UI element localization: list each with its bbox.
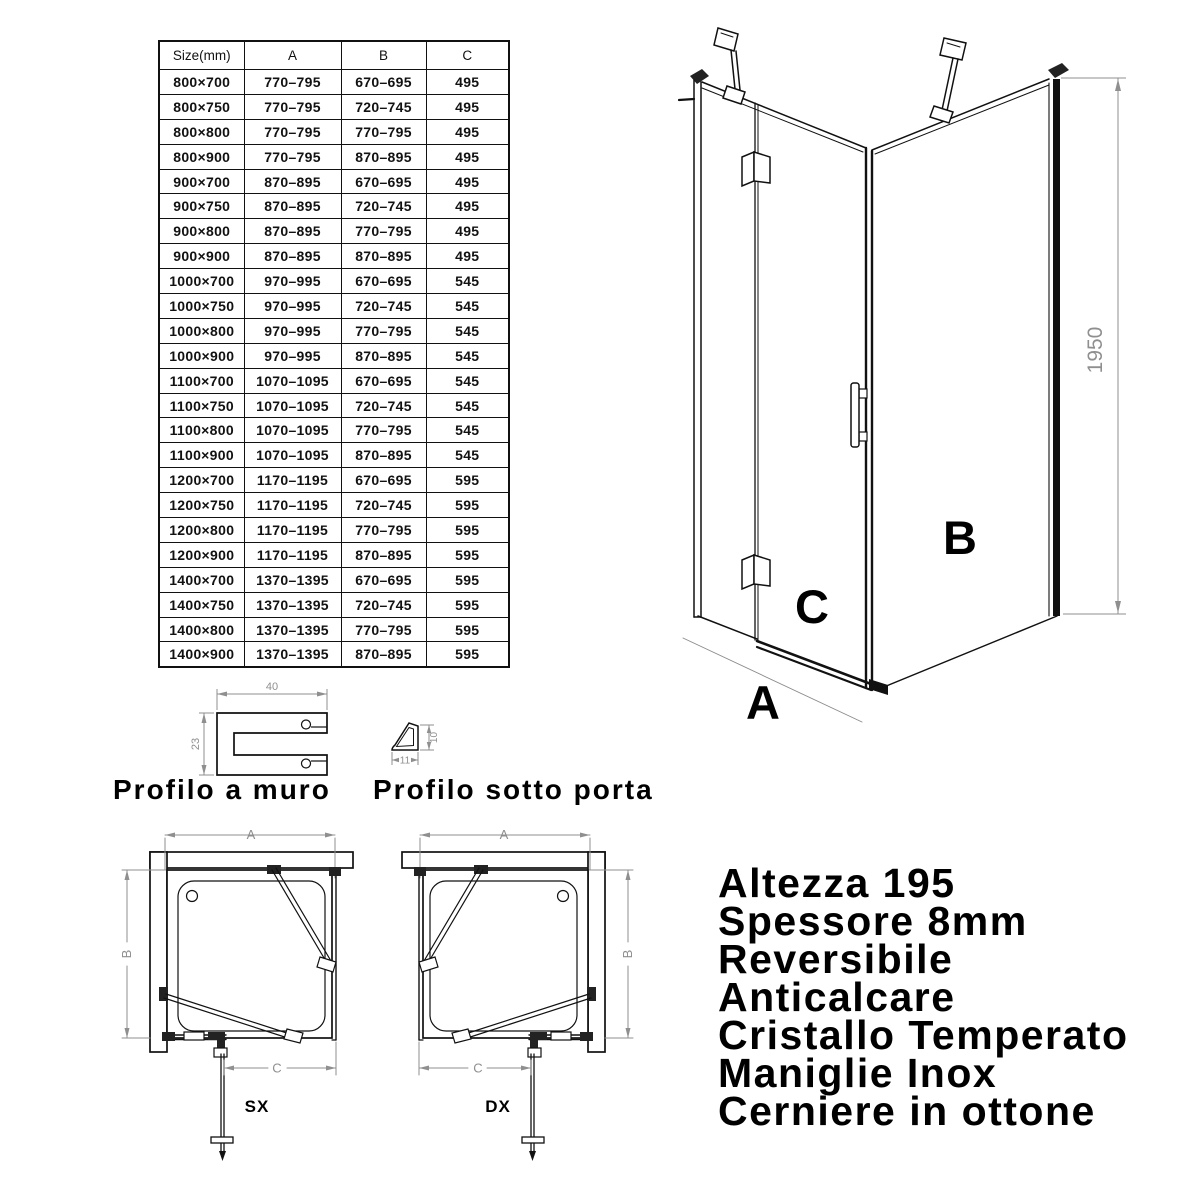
table-row [159, 418, 509, 443]
plan-views [100, 820, 700, 1200]
wall-bracket-tick [679, 99, 694, 100]
spec-list [718, 860, 1196, 1134]
wall-profile-label: Profilo a muro [113, 774, 331, 805]
spec-line: Spessore 8mm [718, 898, 1028, 944]
value-cell: 495 [426, 94, 509, 119]
wall-profile-width-dim: 40 [265, 681, 279, 693]
table-row [159, 70, 509, 95]
value-cell: 970–995 [244, 318, 341, 343]
table-row [159, 94, 509, 119]
value-cell: 495 [426, 119, 509, 144]
value-cell: 670–695 [341, 468, 426, 493]
value-cell: 770–795 [341, 219, 426, 244]
wall-profile-cap-right [1048, 63, 1069, 78]
value-cell: 720–745 [341, 592, 426, 617]
wall-profile-drawing [190, 681, 327, 775]
plan-sx-dim-b: B [119, 949, 134, 959]
value-cell: 970–995 [244, 343, 341, 368]
door-profile-drawing [392, 723, 440, 767]
value-cell: 720–745 [341, 393, 426, 418]
value-cell: 545 [426, 368, 509, 393]
table-row [159, 542, 509, 567]
size-cell: 900×800 [159, 219, 244, 244]
value-cell: 670–695 [341, 368, 426, 393]
plan-view-dx [402, 827, 635, 1161]
size-cell: 1000×750 [159, 294, 244, 319]
value-cell: 870–895 [244, 219, 341, 244]
size-cell: 1400×800 [159, 617, 244, 642]
plan-dx-dim-c: C [473, 1060, 483, 1076]
value-cell: 1170–1195 [244, 468, 341, 493]
value-cell: 770–795 [341, 518, 426, 543]
plan-dx-label: DX [485, 1097, 511, 1116]
value-cell: 545 [426, 318, 509, 343]
table-row [159, 443, 509, 468]
support-bar-right [930, 38, 966, 123]
enclosure-3d-lines [679, 28, 1069, 722]
value-cell: 495 [426, 244, 509, 269]
value-cell: 595 [426, 468, 509, 493]
door-hinge-bottom [742, 555, 770, 589]
size-cell: 1100×900 [159, 443, 244, 468]
table-row [159, 244, 509, 269]
value-cell: 495 [426, 219, 509, 244]
value-cell: 1070–1095 [244, 418, 341, 443]
spec-line: Cristallo Temperato [718, 1012, 1129, 1058]
value-cell: 545 [426, 343, 509, 368]
size-cell: 1200×800 [159, 518, 244, 543]
value-cell: 870–895 [341, 343, 426, 368]
table-row [159, 294, 509, 319]
size-cell: 800×750 [159, 94, 244, 119]
value-cell: 495 [426, 70, 509, 95]
plan-sx-dim-a: A [246, 827, 256, 842]
table-row [159, 393, 509, 418]
value-cell: 1370–1395 [244, 642, 341, 667]
table-row [159, 194, 509, 219]
size-cell: 1200×700 [159, 468, 244, 493]
value-cell: 670–695 [341, 567, 426, 592]
value-cell: 770–795 [341, 119, 426, 144]
value-cell: 870–895 [341, 443, 426, 468]
door-profile-label: Profilo sotto porta [373, 774, 654, 805]
support-bar-left [714, 28, 745, 104]
size-cell: 1100×750 [159, 393, 244, 418]
value-cell: 1170–1195 [244, 493, 341, 518]
spec-line: Reversibile [718, 936, 954, 982]
value-cell: 595 [426, 642, 509, 667]
size-cell: 1200×900 [159, 542, 244, 567]
wall-profile-cap-left [690, 69, 709, 84]
plan-sx-dim-c: C [272, 1060, 282, 1076]
wall-profile-right [1053, 79, 1060, 616]
value-cell: 720–745 [341, 294, 426, 319]
value-cell: 495 [426, 194, 509, 219]
table-row [159, 318, 509, 343]
size-cell: 800×900 [159, 144, 244, 169]
door-handle [851, 383, 867, 447]
value-cell: 595 [426, 567, 509, 592]
value-cell: 720–745 [341, 493, 426, 518]
dim-label-b-3d: B [943, 511, 977, 564]
size-cell: 1100×800 [159, 418, 244, 443]
spec-line: Maniglie Inox [718, 1050, 998, 1096]
value-cell: 1070–1095 [244, 368, 341, 393]
value-cell: 545 [426, 294, 509, 319]
value-cell: 870–895 [341, 144, 426, 169]
value-cell: 670–695 [341, 70, 426, 95]
size-cell: 800×800 [159, 119, 244, 144]
table-row [159, 518, 509, 543]
value-cell: 595 [426, 592, 509, 617]
value-cell: 545 [426, 443, 509, 468]
table-header-cell: C [426, 41, 509, 70]
size-cell: 1400×750 [159, 592, 244, 617]
size-cell: 900×750 [159, 194, 244, 219]
table-row [159, 169, 509, 194]
value-cell: 720–745 [341, 194, 426, 219]
value-cell: 770–795 [244, 119, 341, 144]
value-cell: 720–745 [341, 94, 426, 119]
value-cell: 870–895 [341, 642, 426, 667]
value-cell: 1370–1395 [244, 567, 341, 592]
table-row [159, 493, 509, 518]
table-row [159, 368, 509, 393]
value-cell: 770–795 [244, 94, 341, 119]
value-cell: 495 [426, 144, 509, 169]
height-dim-label: 1950 [1084, 326, 1107, 374]
spec-line: Cerniere in ottone [718, 1088, 1096, 1134]
value-cell: 595 [426, 518, 509, 543]
table-row [159, 144, 509, 169]
size-cell: 1000×900 [159, 343, 244, 368]
value-cell: 1170–1195 [244, 518, 341, 543]
value-cell: 1170–1195 [244, 542, 341, 567]
table-row [159, 642, 509, 667]
value-cell: 545 [426, 418, 509, 443]
value-cell: 770–795 [341, 418, 426, 443]
size-table-body [159, 70, 509, 668]
door-profile-width-dim: 11 [399, 755, 411, 767]
size-table [158, 40, 510, 668]
spec-line: Altezza 195 [718, 860, 956, 906]
table-row [159, 269, 509, 294]
table-row [159, 468, 509, 493]
value-cell: 870–895 [244, 244, 341, 269]
size-cell: 800×700 [159, 70, 244, 95]
size-cell: 900×700 [159, 169, 244, 194]
table-row [159, 592, 509, 617]
table-row [159, 567, 509, 592]
size-cell: 1200×750 [159, 493, 244, 518]
plan-dx-dim-b: B [620, 949, 635, 959]
size-cell: 1000×800 [159, 318, 244, 343]
value-cell: 495 [426, 169, 509, 194]
value-cell: 870–895 [341, 244, 426, 269]
value-cell: 970–995 [244, 294, 341, 319]
table-header-cell: A [244, 41, 341, 70]
value-cell: 670–695 [341, 269, 426, 294]
value-cell: 1370–1395 [244, 592, 341, 617]
size-cell: 1000×700 [159, 269, 244, 294]
value-cell: 670–695 [341, 169, 426, 194]
table-header-cell: Size(mm) [159, 41, 244, 70]
table-header-row [159, 41, 509, 70]
size-cell: 900×900 [159, 244, 244, 269]
value-cell: 595 [426, 617, 509, 642]
value-cell: 545 [426, 393, 509, 418]
table-row [159, 343, 509, 368]
value-cell: 545 [426, 269, 509, 294]
value-cell: 595 [426, 493, 509, 518]
value-cell: 1370–1395 [244, 617, 341, 642]
value-cell: 770–795 [341, 318, 426, 343]
plan-dx-dim-a: A [499, 827, 509, 842]
value-cell: 970–995 [244, 269, 341, 294]
value-cell: 770–795 [244, 70, 341, 95]
value-cell: 1070–1095 [244, 443, 341, 468]
value-cell: 1070–1095 [244, 393, 341, 418]
table-row [159, 219, 509, 244]
plan-view-sx [119, 827, 353, 1161]
size-cell: 1400×900 [159, 642, 244, 667]
table-row [159, 617, 509, 642]
value-cell: 870–895 [244, 194, 341, 219]
size-cell: 1100×700 [159, 368, 244, 393]
door-profile-height-dim: 10 [429, 731, 440, 744]
plan-sx-label: SX [244, 1097, 270, 1116]
value-cell: 770–795 [341, 617, 426, 642]
table-row [159, 119, 509, 144]
profiles-diagram [100, 680, 660, 810]
door-hinge-top [742, 152, 770, 186]
value-cell: 870–895 [244, 169, 341, 194]
value-cell: 770–795 [244, 144, 341, 169]
enclosure-3d-diagram [650, 0, 1145, 740]
table-header-cell: B [341, 41, 426, 70]
value-cell: 595 [426, 542, 509, 567]
size-cell: 1400×700 [159, 567, 244, 592]
dim-label-c-3d: C [795, 580, 829, 633]
wall-profile-height-dim: 23 [190, 737, 202, 751]
dim-label-a-3d: A [746, 676, 780, 729]
value-cell: 870–895 [341, 542, 426, 567]
spec-line: Anticalcare [718, 974, 956, 1020]
